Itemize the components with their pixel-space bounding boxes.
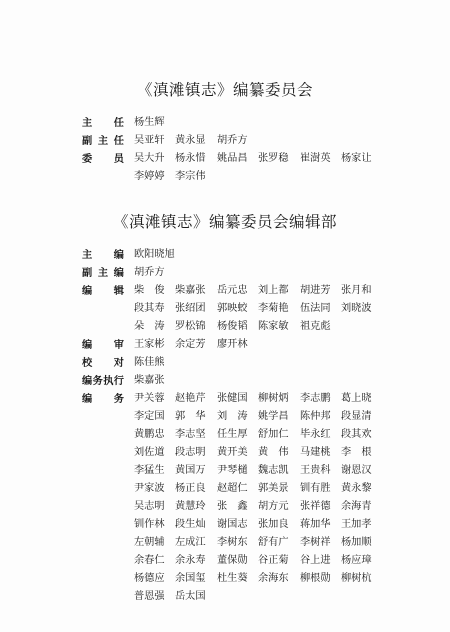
- person-name: 余定芳: [175, 339, 206, 350]
- staff-row: [0, 115, 450, 131]
- person-name: 张健国: [217, 393, 248, 404]
- person-name: 罗松锦: [175, 321, 206, 332]
- person-name: 黄国万: [175, 465, 206, 476]
- person-name: 张月和: [341, 285, 372, 296]
- person-name: 毕永红: [300, 429, 331, 440]
- person-name: 余国玺: [175, 573, 206, 584]
- staff-row: [0, 301, 450, 317]
- person-name: 葛上晓: [341, 393, 372, 404]
- person-name: 吴大升: [134, 153, 165, 164]
- person-name: 柴 俊: [134, 285, 165, 296]
- person-name: 黄开美: [217, 447, 248, 458]
- person-name: 李志坚: [175, 429, 206, 440]
- person-name: 岳太国: [175, 591, 206, 602]
- person-name: 左朝辅: [134, 537, 165, 548]
- person-name: 姚学昌: [258, 411, 289, 422]
- person-name: 舒有广: [258, 537, 289, 548]
- person-name: 黄永显: [175, 135, 206, 146]
- role-label: 委 员: [82, 153, 124, 165]
- person-name: 郭美景: [258, 483, 289, 494]
- role-label: 编务执行: [82, 375, 124, 387]
- person-name: 杨加顺: [341, 537, 372, 548]
- person-name: 段生灿: [175, 519, 206, 530]
- person-name: 郭 华: [175, 411, 206, 422]
- person-name: 吴志明: [134, 501, 165, 512]
- person-name: 谷正菊: [258, 555, 289, 566]
- person-name: 郭映蛟: [217, 303, 248, 314]
- role-label: 编 辑: [82, 285, 124, 297]
- person-name: 尹琴檤: [217, 465, 248, 476]
- role-label: 副主任: [82, 135, 124, 147]
- staff-row: [0, 169, 450, 185]
- person-name: 姚品昌: [217, 153, 248, 164]
- person-name: 张罗稳: [258, 153, 289, 164]
- person-name: 赵超仁: [217, 483, 248, 494]
- person-name: 欧阳晓旭: [134, 249, 175, 260]
- role-label: 编 审: [82, 339, 124, 351]
- person-name: 胡乔方: [134, 267, 165, 278]
- person-name: 杨应璋: [341, 555, 372, 566]
- staff-row: [0, 481, 450, 497]
- staff-row: [0, 355, 450, 371]
- person-name: 尹关蓉: [134, 393, 165, 404]
- person-name: 伍法同: [300, 303, 331, 314]
- person-name: 余永寿: [175, 555, 206, 566]
- person-name: 刘佐道: [134, 447, 165, 458]
- person-name: 杜生葵: [217, 573, 248, 584]
- staff-row: [0, 571, 450, 587]
- department-title: 《滇滩镇志》编纂委员会编辑部: [112, 213, 337, 231]
- person-name: 黄鹏忠: [134, 429, 165, 440]
- person-name: 杨家让: [341, 153, 372, 164]
- person-name: 谷上进: [300, 555, 331, 566]
- person-name: 李猛生: [134, 465, 165, 476]
- person-name: 李树东: [217, 537, 248, 548]
- person-name: 胡乔方: [217, 135, 248, 146]
- person-name: 朵 涛: [134, 321, 165, 332]
- staff-row: [0, 427, 450, 443]
- person-name: 王加孝: [341, 519, 372, 530]
- person-name: 杨德应: [134, 573, 165, 584]
- person-name: 胡进芳: [300, 285, 331, 296]
- person-name: 杨俊韬: [217, 321, 248, 332]
- staff-row: [0, 409, 450, 425]
- person-name: 左成江: [175, 537, 206, 548]
- person-name: 钏作林: [134, 519, 165, 530]
- person-name: 董保勋: [217, 555, 248, 566]
- person-name: 柳根勋: [300, 573, 331, 584]
- staff-row: [0, 499, 450, 515]
- person-name: 刘晓波: [341, 303, 372, 314]
- person-name: 余春仁: [134, 555, 165, 566]
- person-name: 刘上都: [258, 285, 289, 296]
- staff-row: [0, 535, 450, 551]
- person-name: 陈仲邦: [300, 411, 331, 422]
- person-name: 段志明: [175, 447, 206, 458]
- staff-row: [0, 151, 450, 167]
- role-label: 副主编: [82, 267, 124, 279]
- person-name: 舒加仁: [258, 429, 289, 440]
- person-name: 杨生辉: [134, 117, 165, 128]
- staff-row: [0, 283, 450, 299]
- staff-row: [0, 391, 450, 407]
- person-name: 张加良: [258, 519, 289, 530]
- staff-row: [0, 337, 450, 353]
- person-name: 普恩强: [134, 591, 165, 602]
- person-name: 任生厚: [217, 429, 248, 440]
- person-name: 柴嘉张: [175, 285, 206, 296]
- person-name: 李定国: [134, 411, 165, 422]
- person-name: 黄慧玲: [175, 501, 206, 512]
- role-label: 编 务: [82, 393, 124, 405]
- person-name: 谢恩汉: [341, 465, 372, 476]
- person-name: 张 鑫: [217, 501, 248, 512]
- person-name: 黄 伟: [258, 447, 289, 458]
- staff-row: [0, 247, 450, 263]
- person-name: 余海东: [258, 573, 289, 584]
- person-name: 谢国志: [217, 519, 248, 530]
- person-name: 李志鹏: [300, 393, 331, 404]
- staff-row: [0, 373, 450, 389]
- person-name: 陈佳熊: [134, 357, 165, 368]
- staff-row: [0, 265, 450, 281]
- person-name: 段其欢: [341, 429, 372, 440]
- staff-row: [0, 445, 450, 461]
- staff-row: [0, 589, 450, 605]
- person-name: 刘 涛: [217, 411, 248, 422]
- role-label: 主 编: [82, 249, 124, 261]
- person-name: 钏有胜: [300, 483, 331, 494]
- person-name: 胡方元: [258, 501, 289, 512]
- person-name: 杨正良: [175, 483, 206, 494]
- person-name: 余海青: [341, 501, 372, 512]
- person-name: 尹家波: [134, 483, 165, 494]
- person-name: 李 根: [341, 447, 372, 458]
- person-name: 柳树杭: [341, 573, 372, 584]
- person-name: 张绍团: [175, 303, 206, 314]
- person-name: 柴嘉张: [134, 375, 165, 386]
- person-name: 廖开林: [217, 339, 248, 350]
- person-name: 李树祥: [300, 537, 331, 548]
- staff-row: [0, 553, 450, 569]
- person-name: 魏志凯: [258, 465, 289, 476]
- role-label: 校 对: [82, 357, 124, 369]
- person-name: 黄永黎: [341, 483, 372, 494]
- person-name: 蒋加华: [300, 519, 331, 530]
- person-name: 李宗伟: [175, 171, 206, 182]
- staff-row: [0, 133, 450, 149]
- person-name: 马建桃: [300, 447, 331, 458]
- person-name: 杨永惜: [175, 153, 206, 164]
- person-name: 赵艳芹: [175, 393, 206, 404]
- person-name: 崔澍英: [300, 153, 331, 164]
- person-name: 柳树炳: [258, 393, 289, 404]
- person-name: 陈家敏: [258, 321, 289, 332]
- person-name: 段显清: [341, 411, 372, 422]
- person-name: 张祥德: [300, 501, 331, 512]
- person-name: 岳元忠: [217, 285, 248, 296]
- person-name: 吴亚轩: [134, 135, 165, 146]
- staff-row: [0, 319, 450, 335]
- staff-row: [0, 463, 450, 479]
- role-label: 主 任: [82, 117, 124, 129]
- person-name: 祖克彪: [300, 321, 331, 332]
- staff-row: [0, 517, 450, 533]
- person-name: 王贵科: [300, 465, 331, 476]
- person-name: 段其寿: [134, 303, 165, 314]
- committee-title: 《滇滩镇志》编纂委员会: [136, 81, 313, 99]
- person-name: 王家彬: [134, 339, 165, 350]
- person-name: 李菊艳: [258, 303, 289, 314]
- person-name: 李婷婷: [134, 171, 165, 182]
